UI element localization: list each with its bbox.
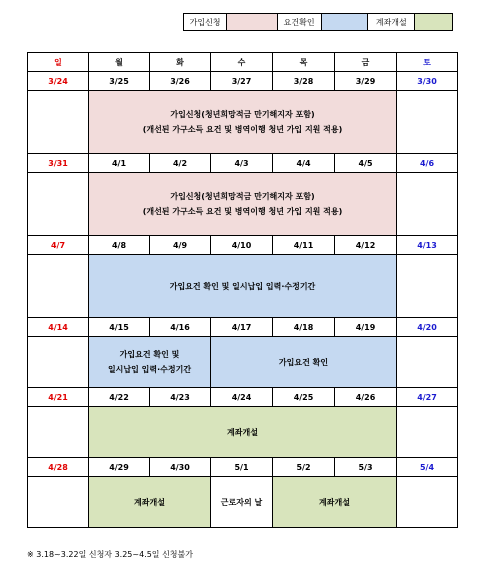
date-cell: 4/26: [335, 388, 397, 407]
event-row: [28, 173, 458, 236]
weekday-thu: 목: [273, 53, 335, 72]
weekday-sat: 토: [397, 53, 458, 72]
legend-apply-swatch: [227, 14, 277, 30]
empty-cell: [28, 91, 89, 154]
date-cell: 3/27: [211, 72, 273, 91]
account-opening-band: 계좌개설: [89, 477, 211, 528]
date-cell: 4/15: [89, 318, 150, 337]
weekday-mon: 월: [89, 53, 150, 72]
date-row: [28, 388, 458, 407]
event-row: [28, 91, 458, 154]
empty-cell: [397, 477, 458, 528]
check-only-band: 가입요건 확인: [211, 337, 397, 388]
date-cell: 3/24: [28, 72, 89, 91]
date-cell: 4/22: [89, 388, 150, 407]
date-cell: 4/20: [397, 318, 458, 337]
date-cell: 5/3: [335, 458, 397, 477]
date-cell: 4/27: [397, 388, 458, 407]
date-cell: 4/24: [211, 388, 273, 407]
date-cell: 4/23: [150, 388, 211, 407]
date-cell: 5/2: [273, 458, 335, 477]
legend-account-label: 계좌개설: [368, 14, 415, 30]
date-cell: 4/17: [211, 318, 273, 337]
event-row: [28, 255, 458, 318]
check-period-band: 가입요건 확인 및 일시납입 입력·수정기간: [89, 255, 397, 318]
date-cell: 3/30: [397, 72, 458, 91]
date-cell: 4/16: [150, 318, 211, 337]
band-subtext: (개선된 가구소득 요건 및 병역이행 청년 가입 지원 적용): [142, 207, 343, 216]
band-paren: (청년희망적금 만기해지자 포함): [201, 110, 315, 119]
legend-check-swatch: [322, 14, 369, 30]
empty-cell: [28, 173, 89, 236]
date-cell: 4/1: [89, 154, 150, 173]
legend: [183, 13, 453, 31]
legend-apply-label: 가입신청: [184, 14, 227, 30]
empty-cell: [28, 337, 89, 388]
date-cell: 4/8: [89, 236, 150, 255]
date-cell: 4/2: [150, 154, 211, 173]
date-cell: 4/13: [397, 236, 458, 255]
weekday-fri: 금: [335, 53, 397, 72]
date-cell: 4/4: [273, 154, 335, 173]
event-row: [28, 407, 458, 458]
date-cell: 4/14: [28, 318, 89, 337]
date-cell: 3/31: [28, 154, 89, 173]
date-cell: 4/30: [150, 458, 211, 477]
empty-cell: [397, 173, 458, 236]
empty-cell: [397, 255, 458, 318]
date-cell: 3/29: [335, 72, 397, 91]
legend-account-swatch: [415, 14, 452, 30]
date-cell: 4/7: [28, 236, 89, 255]
date-row: [28, 72, 458, 91]
date-cell: 4/21: [28, 388, 89, 407]
date-cell: 4/3: [211, 154, 273, 173]
date-row: [28, 236, 458, 255]
apply-period-band: [89, 173, 397, 236]
check-period-band: [89, 337, 211, 388]
empty-cell: [28, 255, 89, 318]
empty-cell: [397, 337, 458, 388]
footnote: ※ 3.18~3.22일 신청자 3.25~4.5일 신청불가: [27, 550, 193, 559]
empty-cell: [28, 407, 89, 458]
band-line: 가입요건 확인 및: [119, 350, 180, 359]
band-subtext: (개선된 가구소득 요건 및 병역이행 청년 가입 지원 적용): [142, 125, 343, 134]
band-title: 가입신청: [170, 192, 202, 201]
date-cell: 3/26: [150, 72, 211, 91]
band-line: 일시납입 입력·수정기간: [107, 365, 192, 374]
date-cell: 4/29: [89, 458, 150, 477]
weekday-wed: 수: [211, 53, 273, 72]
date-row: [28, 458, 458, 477]
band-title: 가입신청: [170, 110, 202, 119]
legend-check-label: 요건확인: [278, 14, 322, 30]
event-row: [28, 337, 458, 388]
date-cell: 4/6: [397, 154, 458, 173]
date-row: [28, 318, 458, 337]
weekday-tue: 화: [150, 53, 211, 72]
date-cell: 4/9: [150, 236, 211, 255]
empty-cell: [28, 477, 89, 528]
band-paren: (청년희망적금 만기해지자 포함): [201, 192, 315, 201]
date-cell: 4/19: [335, 318, 397, 337]
account-opening-band: 계좌개설: [273, 477, 397, 528]
labor-day-cell: 근로자의 날: [211, 477, 273, 528]
date-cell: 5/4: [397, 458, 458, 477]
date-cell: 3/28: [273, 72, 335, 91]
date-cell: 4/10: [211, 236, 273, 255]
date-cell: 4/25: [273, 388, 335, 407]
date-cell: 4/5: [335, 154, 397, 173]
date-cell: 4/28: [28, 458, 89, 477]
date-cell: 4/18: [273, 318, 335, 337]
date-cell: 4/12: [335, 236, 397, 255]
account-opening-band: 계좌개설: [89, 407, 397, 458]
date-cell: 3/25: [89, 72, 150, 91]
event-row: [28, 477, 458, 528]
apply-period-band: [89, 91, 397, 154]
empty-cell: [397, 91, 458, 154]
weekday-header-row: [28, 53, 458, 72]
weekday-sun: 일: [28, 53, 89, 72]
date-cell: 5/1: [211, 458, 273, 477]
schedule-calendar: [27, 52, 458, 528]
empty-cell: [397, 407, 458, 458]
date-cell: 4/11: [273, 236, 335, 255]
date-row: [28, 154, 458, 173]
